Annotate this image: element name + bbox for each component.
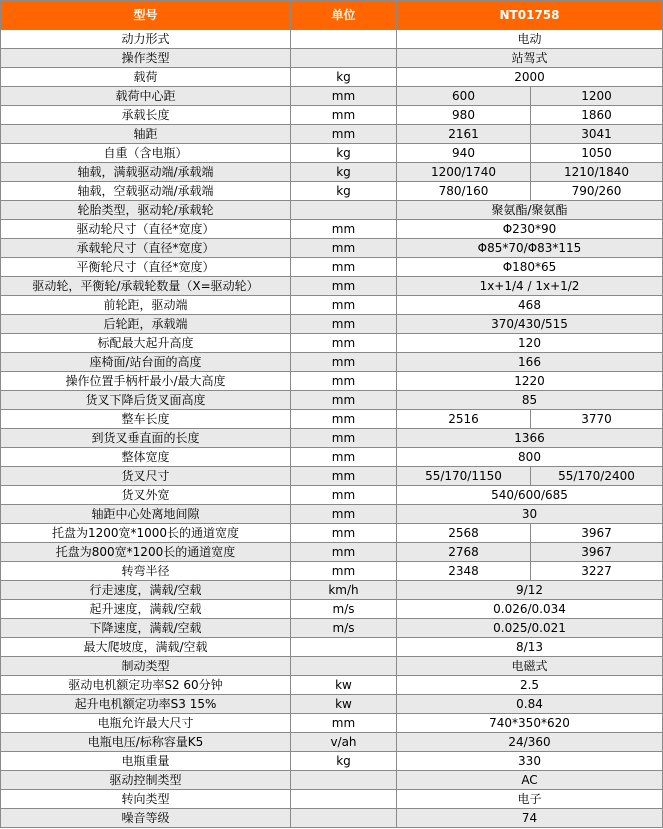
table-row: [1, 505, 663, 524]
table-row: [1, 87, 663, 106]
spec-value-cell: Φ85*70/Φ83*115: [397, 239, 663, 258]
spec-value-cell: 1220: [397, 372, 663, 391]
table-row: [1, 676, 663, 695]
table-row: [1, 809, 663, 828]
spec-value-cell: 1366: [397, 429, 663, 448]
spec-unit-cell: mm: [291, 277, 397, 296]
spec-name-cell: 托盘为1200宽*1000长的通道宽度: [1, 524, 291, 543]
spec-unit-cell: mm: [291, 391, 397, 410]
spec-unit-cell: km/h: [291, 581, 397, 600]
spec-unit-cell: [291, 771, 397, 790]
spec-value-cell: 站驾式: [397, 49, 663, 68]
spec-value-cell: 2000: [397, 68, 663, 87]
spec-unit-cell: mm: [291, 258, 397, 277]
table-row: [1, 315, 663, 334]
table-row: [1, 714, 663, 733]
table-row: [1, 334, 663, 353]
spec-body: [1, 30, 663, 828]
table-row: [1, 239, 663, 258]
spec-value-long-cell: 3967: [531, 524, 663, 543]
table-row: [1, 638, 663, 657]
spec-value-cell: 24/360: [397, 733, 663, 752]
spec-value-long-cell: 1050: [531, 144, 663, 163]
spec-unit-cell: mm: [291, 562, 397, 581]
spec-value-long-cell: 55/170/2400: [531, 467, 663, 486]
spec-value-cell: 120: [397, 334, 663, 353]
spec-name-cell: 轴距中心处离地间隙: [1, 505, 291, 524]
table-row: [1, 752, 663, 771]
spec-value-short-cell: 55/170/1150: [397, 467, 531, 486]
spec-unit-cell: v/ah: [291, 733, 397, 752]
spec-value-cell: 166: [397, 353, 663, 372]
spec-unit-cell: mm: [291, 372, 397, 391]
spec-value-short-cell: 940: [397, 144, 531, 163]
spec-value-cell: 聚氨酯/聚氨酯: [397, 201, 663, 220]
table-row: [1, 581, 663, 600]
table-row: [1, 125, 663, 144]
spec-name-cell: 整体宽度: [1, 448, 291, 467]
table-row: [1, 163, 663, 182]
header-model-label: 型号: [1, 1, 291, 30]
table-row: [1, 600, 663, 619]
spec-value-cell: 74: [397, 809, 663, 828]
spec-value-short-cell: 2348: [397, 562, 531, 581]
table-row: [1, 657, 663, 676]
table-row: [1, 144, 663, 163]
spec-name-cell: 下降速度，满载/空载: [1, 619, 291, 638]
spec-name-cell: 驱动控制类型: [1, 771, 291, 790]
spec-name-cell: 后轮距，承载端: [1, 315, 291, 334]
spec-unit-cell: mm: [291, 486, 397, 505]
spec-value-cell: 30: [397, 505, 663, 524]
spec-name-cell: 起升速度，满载/空载: [1, 600, 291, 619]
spec-unit-cell: mm: [291, 106, 397, 125]
table-row: [1, 733, 663, 752]
spec-unit-cell: mm: [291, 296, 397, 315]
spec-name-cell: 载荷中心距: [1, 87, 291, 106]
table-row: [1, 277, 663, 296]
spec-value-short-cell: 2568: [397, 524, 531, 543]
spec-value-short-cell: 980: [397, 106, 531, 125]
header-unit-label: 单位: [291, 1, 397, 30]
spec-name-cell: 托盘为800宽*1200长的通道宽度: [1, 543, 291, 562]
spec-value-short-cell: 780/160: [397, 182, 531, 201]
spec-name-cell: 动力形式: [1, 30, 291, 49]
spec-value-cell: 1x+1/4 / 1x+1/2: [397, 277, 663, 296]
table-row: [1, 486, 663, 505]
table-row: [1, 543, 663, 562]
table-row: [1, 201, 663, 220]
spec-name-cell: 标配最大起升高度: [1, 334, 291, 353]
spec-unit-cell: [291, 638, 397, 657]
spec-unit-cell: kw: [291, 676, 397, 695]
spec-name-cell: 座椅面/站台面的高度: [1, 353, 291, 372]
table-row: [1, 182, 663, 201]
spec-name-cell: 到货叉垂直面的长度: [1, 429, 291, 448]
spec-name-cell: 前轮距，驱动端: [1, 296, 291, 315]
spec-value-short-cell: 2768: [397, 543, 531, 562]
spec-unit-cell: mm: [291, 334, 397, 353]
table-row: [1, 467, 663, 486]
header-row: [1, 1, 663, 30]
table-row: [1, 220, 663, 239]
spec-value-cell: 0.026/0.034: [397, 600, 663, 619]
spec-name-cell: 轮胎类型，驱动轮/承载轮: [1, 201, 291, 220]
spec-unit-cell: mm: [291, 448, 397, 467]
spec-value-cell: Φ230*90: [397, 220, 663, 239]
spec-unit-cell: [291, 30, 397, 49]
spec-name-cell: 自重（含电瓶）: [1, 144, 291, 163]
table-row: [1, 619, 663, 638]
spec-value-cell: 330: [397, 752, 663, 771]
spec-value-long-cell: 3227: [531, 562, 663, 581]
spec-name-cell: 操作位置手柄杆最小/最大高度: [1, 372, 291, 391]
spec-unit-cell: mm: [291, 220, 397, 239]
table-row: [1, 448, 663, 467]
spec-name-cell: 电瓶电压/标称容量K5: [1, 733, 291, 752]
spec-name-cell: 噪音等级: [1, 809, 291, 828]
spec-name-cell: 载荷: [1, 68, 291, 87]
table-row: [1, 296, 663, 315]
spec-value-long-cell: 1210/1840: [531, 163, 663, 182]
spec-value-cell: 9/12: [397, 581, 663, 600]
spec-value-short-cell: 2161: [397, 125, 531, 144]
spec-unit-cell: kw: [291, 695, 397, 714]
spec-name-cell: 驱动轮尺寸（直径*宽度）: [1, 220, 291, 239]
spec-unit-cell: kg: [291, 163, 397, 182]
table-row: [1, 30, 663, 49]
spec-unit-cell: mm: [291, 714, 397, 733]
table-row: [1, 790, 663, 809]
spec-name-cell: 货叉尺寸: [1, 467, 291, 486]
spec-name-cell: 货叉外宽: [1, 486, 291, 505]
table-row: [1, 68, 663, 87]
spec-value-short-cell: 2516: [397, 410, 531, 429]
spec-unit-cell: kg: [291, 752, 397, 771]
spec-unit-cell: mm: [291, 467, 397, 486]
spec-unit-cell: m/s: [291, 600, 397, 619]
spec-value-long-cell: 3041: [531, 125, 663, 144]
spec-name-cell: 承载长度: [1, 106, 291, 125]
spec-value-cell: 0.025/0.021: [397, 619, 663, 638]
spec-name-cell: 轴载，满载驱动端/承载端: [1, 163, 291, 182]
spec-value-long-cell: 3770: [531, 410, 663, 429]
spec-name-cell: 电瓶重量: [1, 752, 291, 771]
spec-name-cell: 驱动电机额定功率S2 60分钟: [1, 676, 291, 695]
table-row: [1, 258, 663, 277]
spec-value-cell: 电磁式: [397, 657, 663, 676]
table-row: [1, 353, 663, 372]
spec-value-cell: 370/430/515: [397, 315, 663, 334]
spec-name-cell: 平衡轮尺寸（直径*宽度）: [1, 258, 291, 277]
spec-value-cell: 电动: [397, 30, 663, 49]
spec-name-cell: 制动类型: [1, 657, 291, 676]
spec-value-long-cell: 1860: [531, 106, 663, 125]
spec-unit-cell: [291, 809, 397, 828]
spec-unit-cell: mm: [291, 353, 397, 372]
spec-value-long-cell: 3967: [531, 543, 663, 562]
spec-name-cell: 最大爬坡度，满载/空载: [1, 638, 291, 657]
spec-unit-cell: mm: [291, 505, 397, 524]
spec-value-cell: 85: [397, 391, 663, 410]
spec-unit-cell: kg: [291, 144, 397, 163]
spec-value-short-cell: 1200/1740: [397, 163, 531, 182]
spec-value-cell: 电子: [397, 790, 663, 809]
spec-name-cell: 轴距: [1, 125, 291, 144]
spec-value-long-cell: 790/260: [531, 182, 663, 201]
spec-unit-cell: mm: [291, 239, 397, 258]
spec-value-cell: 0.84: [397, 695, 663, 714]
table-row: [1, 106, 663, 125]
spec-value-cell: 740*350*620: [397, 714, 663, 733]
spec-name-cell: 承载轮尺寸（直径*宽度）: [1, 239, 291, 258]
spec-value-cell: AC: [397, 771, 663, 790]
spec-unit-cell: mm: [291, 524, 397, 543]
spec-name-cell: 轴载，空载驱动端/承载端: [1, 182, 291, 201]
spec-name-cell: 转弯半径: [1, 562, 291, 581]
spec-unit-cell: mm: [291, 125, 397, 144]
spec-name-cell: 操作类型: [1, 49, 291, 68]
spec-name-cell: 电瓶允许最大尺寸: [1, 714, 291, 733]
spec-name-cell: 行走速度，满载/空载: [1, 581, 291, 600]
table-row: [1, 562, 663, 581]
spec-value-cell: 2.5: [397, 676, 663, 695]
table-row: [1, 695, 663, 714]
spec-unit-cell: [291, 657, 397, 676]
table-row: [1, 49, 663, 68]
spec-unit-cell: mm: [291, 410, 397, 429]
spec-unit-cell: mm: [291, 87, 397, 106]
spec-unit-cell: kg: [291, 68, 397, 87]
spec-name-cell: 转向类型: [1, 790, 291, 809]
spec-value-cell: 800: [397, 448, 663, 467]
spec-value-cell: 540/600/685: [397, 486, 663, 505]
table-row: [1, 524, 663, 543]
table-row: [1, 372, 663, 391]
spec-unit-cell: m/s: [291, 619, 397, 638]
header-model-number: NT01758: [397, 1, 663, 30]
spec-name-cell: 驱动轮，平衡轮/承载轮数量（X=驱动轮）: [1, 277, 291, 296]
spec-unit-cell: kg: [291, 182, 397, 201]
table-row: [1, 429, 663, 448]
spec-unit-cell: [291, 201, 397, 220]
spec-value-long-cell: 1200: [531, 87, 663, 106]
spec-name-cell: 货叉下降后货叉面高度: [1, 391, 291, 410]
spec-value-cell: Φ180*65: [397, 258, 663, 277]
spec-unit-cell: mm: [291, 429, 397, 448]
table-row: [1, 391, 663, 410]
spec-unit-cell: mm: [291, 543, 397, 562]
spec-value-cell: 8/13: [397, 638, 663, 657]
table-row: [1, 771, 663, 790]
table-row: [1, 410, 663, 429]
spec-value-cell: 468: [397, 296, 663, 315]
spec-value-short-cell: 600: [397, 87, 531, 106]
spec-name-cell: 起升电机额定功率S3 15%: [1, 695, 291, 714]
spec-name-cell: 整车长度: [1, 410, 291, 429]
spec-unit-cell: [291, 49, 397, 68]
spec-unit-cell: [291, 790, 397, 809]
spec-unit-cell: mm: [291, 315, 397, 334]
